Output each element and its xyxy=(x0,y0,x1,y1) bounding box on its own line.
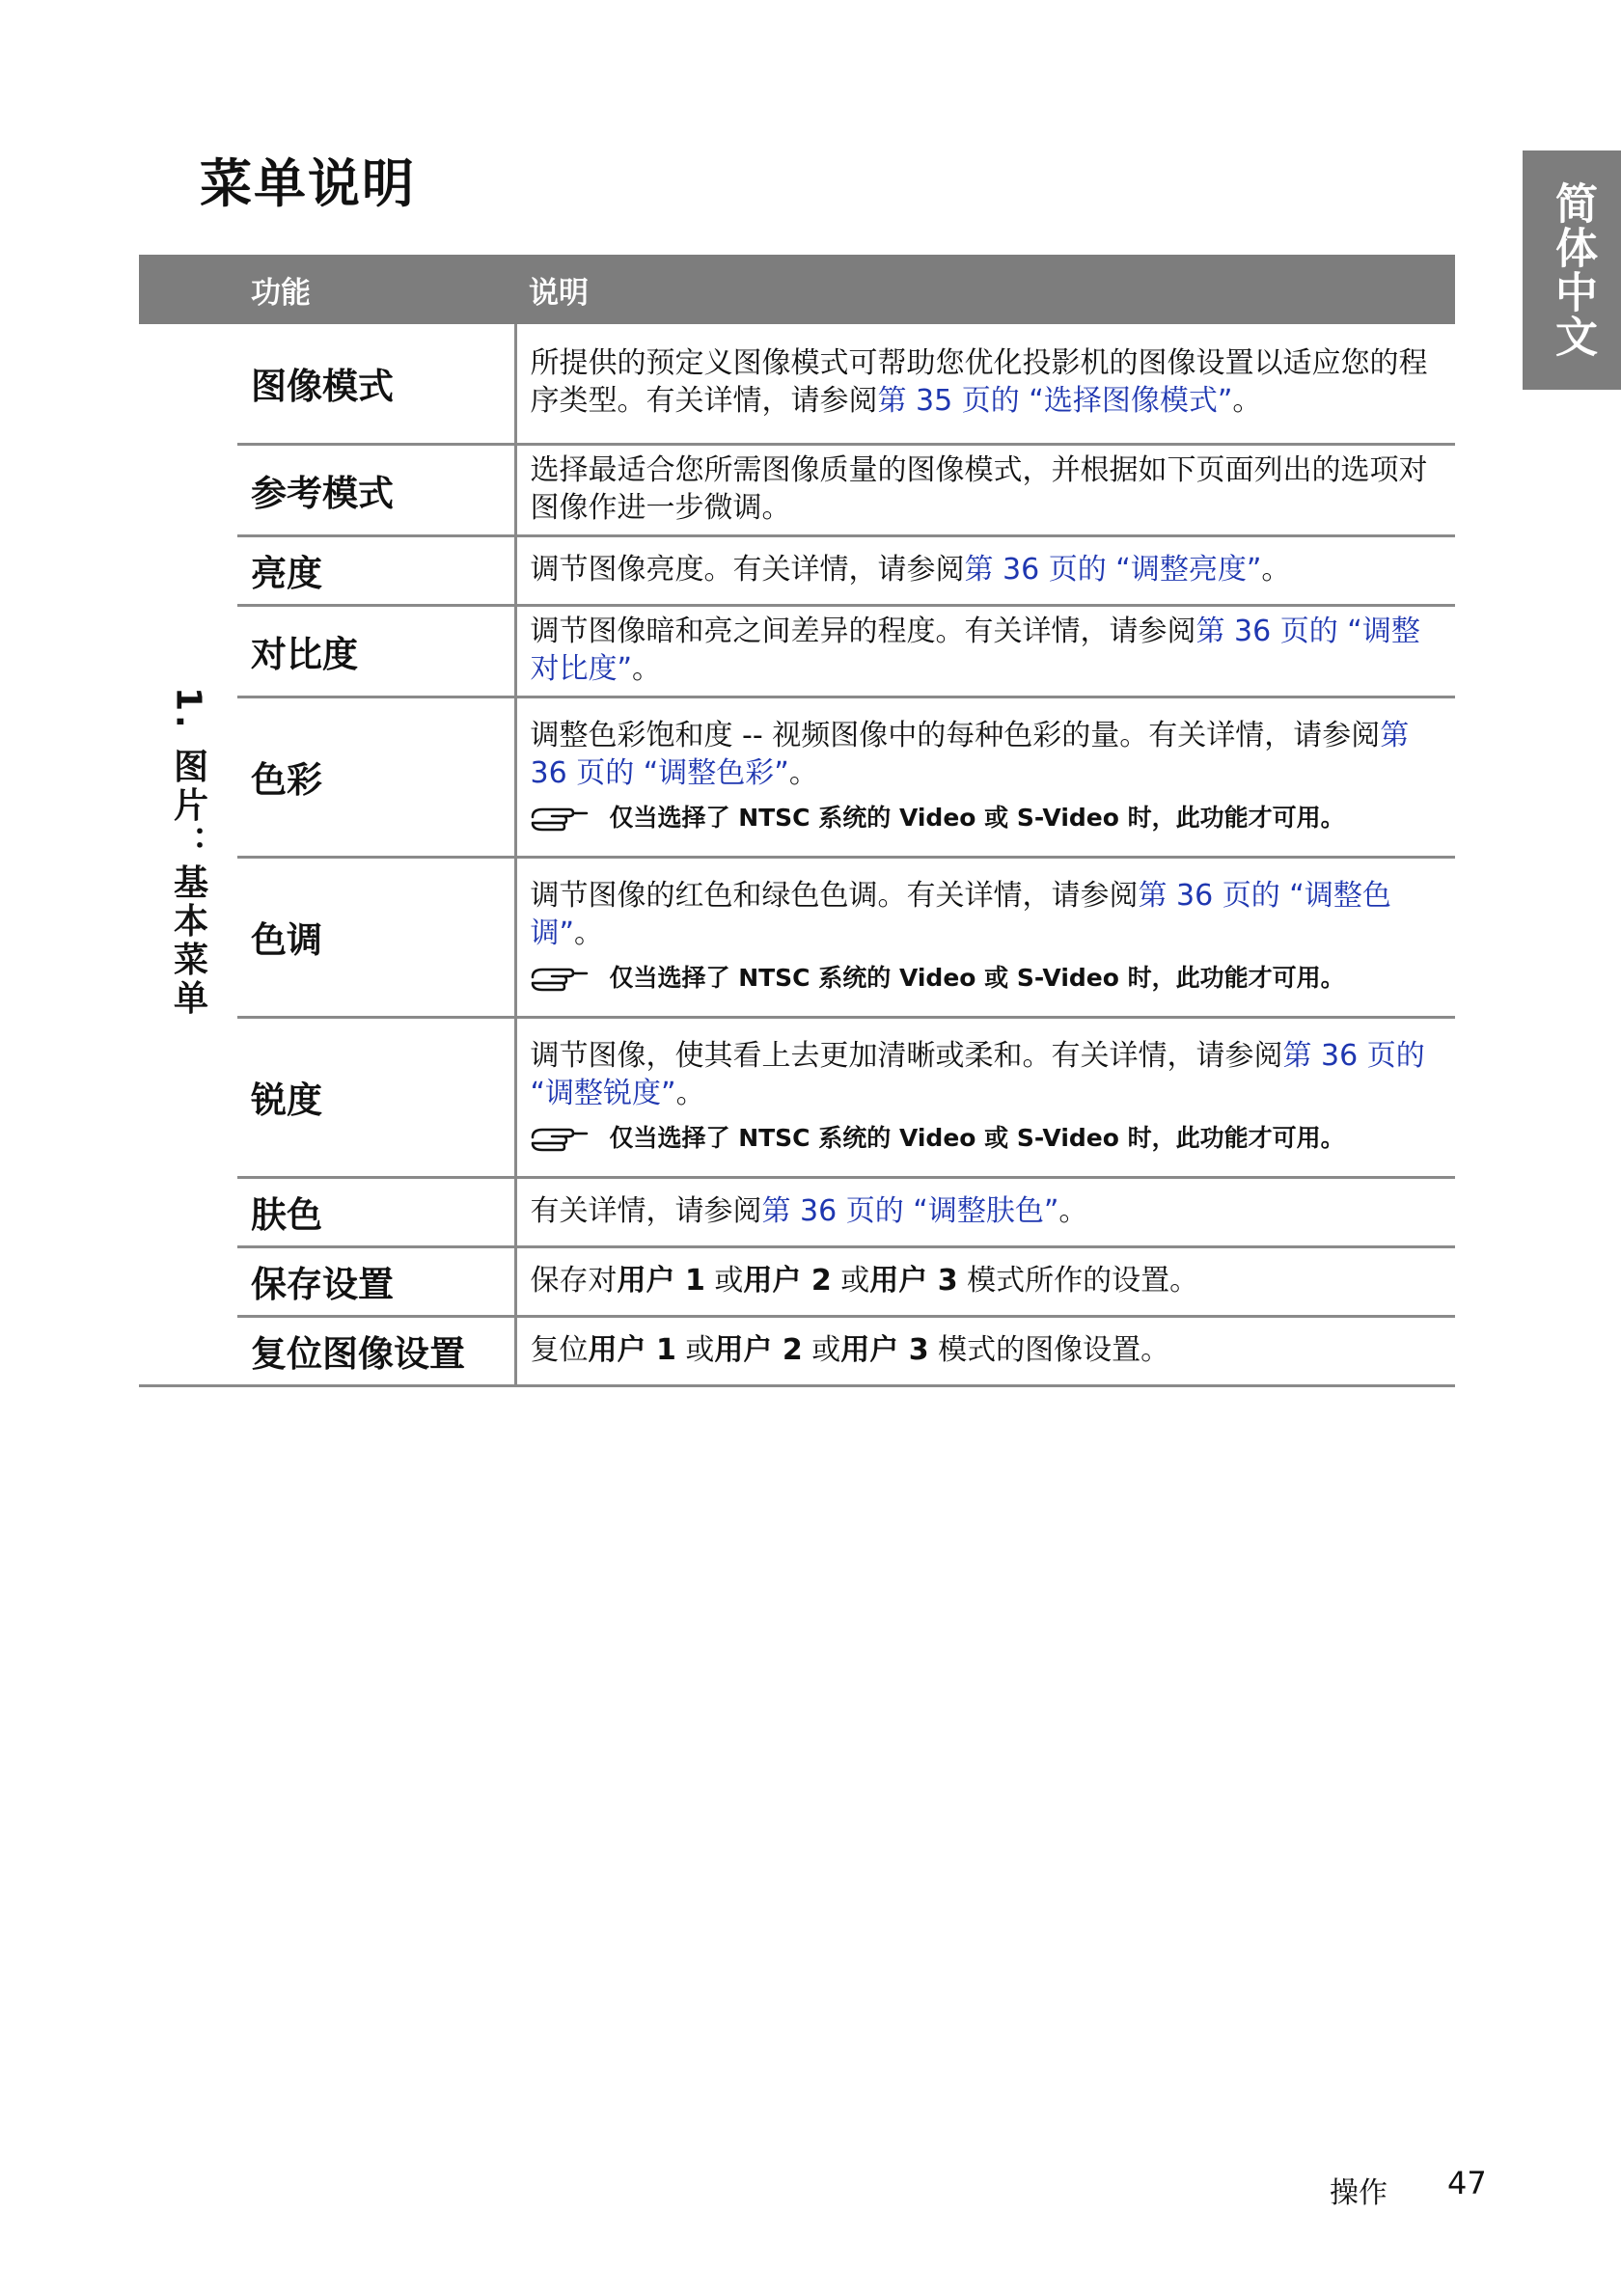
table-row xyxy=(139,857,1455,1017)
hand-pointer-icon xyxy=(531,802,591,834)
description-tail: 。 xyxy=(574,916,604,950)
description-cell xyxy=(515,1177,1455,1246)
description-cell xyxy=(515,444,1455,535)
mode-name: 用户 1 xyxy=(588,1332,676,1367)
description-text xyxy=(531,344,1431,420)
note-text: 仅当选择了 NTSC 系统的 Video 或 S-Video 时，此功能才可用。 xyxy=(609,804,1345,832)
cross-reference-link[interactable]: 第 36 页的 “调整肤色” xyxy=(761,1193,1059,1228)
table-row xyxy=(139,535,1455,605)
function-name: 色调 xyxy=(237,857,515,1017)
description-cell xyxy=(515,697,1455,857)
description-part: 模式所作的设置。 xyxy=(957,1263,1199,1298)
description-text xyxy=(531,877,1431,952)
cross-reference-link[interactable]: 第 36 页的 “调整对比度” xyxy=(530,614,1420,686)
description-text xyxy=(531,1037,1431,1112)
description-body: 调整色彩饱和度 -- 视频图像中的每种色彩的量。有关详情，请参阅 xyxy=(530,719,1381,752)
description-part: 或 xyxy=(704,1263,744,1298)
description-tail: 。 xyxy=(632,651,662,686)
function-name: 保存设置 xyxy=(237,1246,515,1316)
description-cell xyxy=(515,1316,1455,1385)
function-name: 图像模式 xyxy=(237,324,515,444)
table-row xyxy=(139,1316,1455,1385)
note xyxy=(531,1122,1431,1155)
table-row xyxy=(139,1017,1455,1177)
function-name: 对比度 xyxy=(237,605,515,697)
header-spacer xyxy=(139,255,237,324)
table-row xyxy=(139,1246,1455,1316)
description-text xyxy=(531,1192,1431,1230)
cross-reference-link[interactable]: 第 35 页的 “选择图像模式” xyxy=(877,384,1233,419)
note xyxy=(531,802,1431,834)
description-cell xyxy=(515,1246,1455,1316)
description-tail: 。 xyxy=(675,1077,705,1110)
mode-name: 用户 1 xyxy=(617,1263,705,1298)
description-tail: 。 xyxy=(1058,1193,1088,1228)
language-tab xyxy=(1523,150,1621,390)
description-part: 或 xyxy=(675,1332,715,1367)
description-cell xyxy=(515,857,1455,1017)
table-row xyxy=(139,697,1455,857)
table-row xyxy=(139,324,1455,444)
function-name: 锐度 xyxy=(237,1017,515,1177)
description-part: 复位 xyxy=(530,1332,589,1367)
description-tail: 。 xyxy=(788,756,818,790)
description-body: 调节图像，使其看上去更加清晰或柔和。有关详情，请参阅 xyxy=(530,1039,1283,1073)
hand-pointer-icon xyxy=(531,962,591,995)
mode-name: 用户 3 xyxy=(869,1263,958,1298)
description-text xyxy=(531,717,1431,792)
description-text xyxy=(531,1331,1431,1369)
description-part: 保存对 xyxy=(530,1263,618,1298)
mode-name: 用户 2 xyxy=(743,1263,832,1298)
cross-reference-link[interactable]: 第 36 页的 “调整色彩” xyxy=(530,719,1410,790)
table-header-row xyxy=(139,255,1455,324)
cross-reference-link[interactable]: 第 36 页的 “调整色调” xyxy=(530,879,1391,950)
description-tail: 。 xyxy=(1232,384,1262,419)
note xyxy=(531,962,1431,995)
table-row xyxy=(139,605,1455,697)
category-label: 1. 图片：基本菜单 xyxy=(168,686,208,1018)
mode-name: 用户 3 xyxy=(840,1332,929,1367)
description-text xyxy=(531,451,1431,527)
description-cell xyxy=(515,605,1455,697)
function-name: 肤色 xyxy=(237,1177,515,1246)
description-text xyxy=(531,1262,1431,1299)
description-body: 调节图像亮度。有关详情，请参阅 xyxy=(530,552,965,587)
description-part: 模式的图像设置。 xyxy=(928,1332,1170,1367)
description-cell xyxy=(515,1017,1455,1177)
description-part: 或 xyxy=(802,1332,841,1367)
description-body: 调节图像的红色和绿色色调。有关详情，请参阅 xyxy=(530,879,1139,913)
mode-name: 用户 2 xyxy=(714,1332,803,1367)
table-body xyxy=(139,324,1455,1385)
function-name: 参考模式 xyxy=(237,444,515,535)
category-cell xyxy=(139,324,237,1385)
description-body: 调节图像暗和亮之间差异的程度。有关详情，请参阅 xyxy=(530,614,1196,648)
table-row xyxy=(139,444,1455,535)
header-description: 说明 xyxy=(515,255,1455,324)
description-body: 有关详情，请参阅 xyxy=(530,1193,762,1228)
description-body: 所提供的预定义图像模式可帮助您优化投影机的图像设置以适应您的程序类型。有关详情，请参阅 xyxy=(530,346,1428,419)
cross-reference-link[interactable]: 第 36 页的 “调整亮度” xyxy=(964,552,1262,587)
description-text xyxy=(531,551,1431,588)
description-text xyxy=(531,613,1431,688)
function-name: 复位图像设置 xyxy=(237,1316,515,1385)
description-body: 选择最适合您所需图像质量的图像模式，并根据如下页面列出的选项对图像作进一步微调。 xyxy=(530,452,1428,525)
function-name: 亮度 xyxy=(237,535,515,605)
header-function: 功能 xyxy=(237,255,515,324)
footer-section: 操作 xyxy=(1330,2176,1387,2210)
page-number: 47 xyxy=(1447,2165,1487,2201)
note-text: 仅当选择了 NTSC 系统的 Video 或 S-Video 时，此功能才可用。 xyxy=(609,964,1345,992)
hand-pointer-icon xyxy=(531,1122,591,1155)
language-tab-label: 简体中文 xyxy=(1548,181,1597,359)
menu-description-table xyxy=(139,255,1455,1387)
table-row xyxy=(139,1177,1455,1246)
description-tail: 。 xyxy=(1261,552,1291,587)
page-title: 菜单说明 xyxy=(200,153,416,214)
function-name: 色彩 xyxy=(237,697,515,857)
description-cell xyxy=(515,535,1455,605)
note-text: 仅当选择了 NTSC 系统的 Video 或 S-Video 时，此功能才可用。 xyxy=(609,1124,1345,1152)
description-cell xyxy=(515,324,1455,444)
cross-reference-link[interactable]: 第 36 页的 “调整锐度” xyxy=(530,1039,1425,1110)
description-part: 或 xyxy=(831,1263,870,1298)
